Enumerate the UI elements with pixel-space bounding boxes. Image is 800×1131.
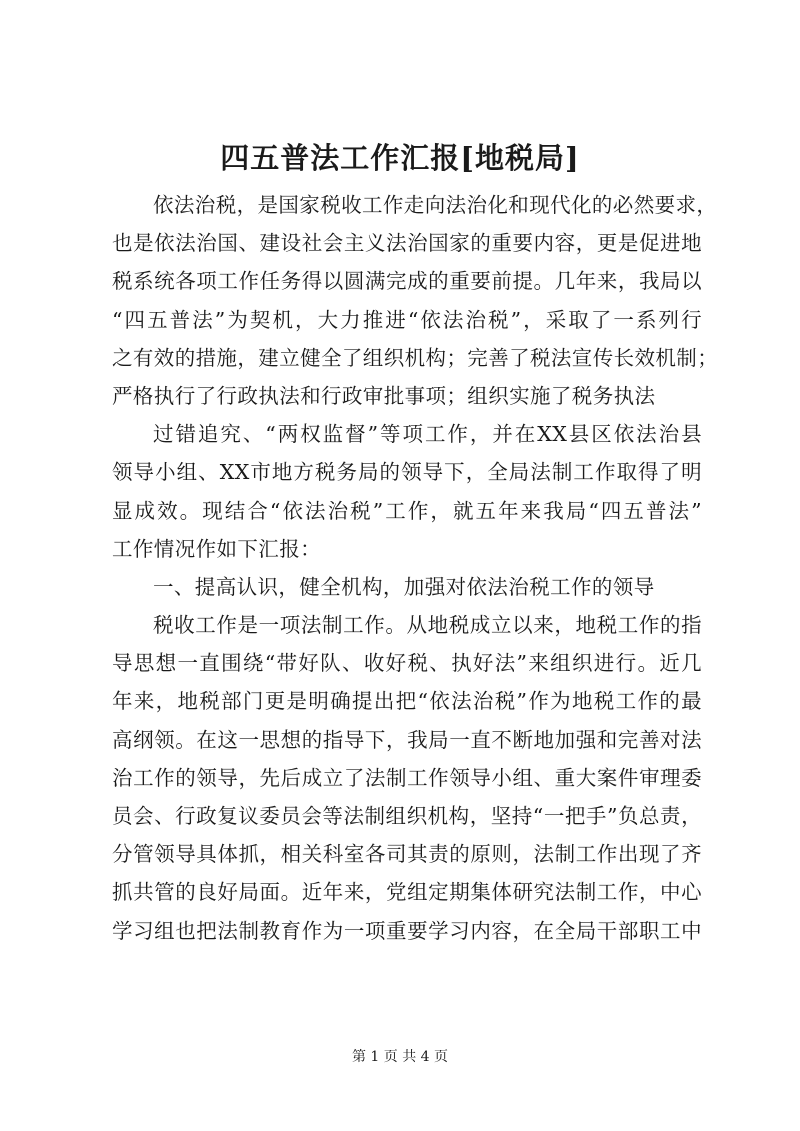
body-line: “四五普法”为契机，大力推进“依法治税”，采取了一系列行 — [112, 307, 702, 332]
body-line: 税收工作是一项法制工作。从地税成立以来，地税工作的指 — [153, 613, 702, 638]
body-line: 依法治税，是国家税收工作走向法治化和现代化的必然要求， — [153, 193, 718, 217]
body-line: 过错追究、“两权监督”等项工作，并在XX县区依法治县 — [153, 422, 702, 447]
body-line: 工作情况作如下汇报： — [112, 536, 321, 561]
body-line: 高纲领。在这一思想的指导下，我局一直不断地加强和完善对法 — [112, 727, 702, 752]
body-line: 抓共管的良好局面。近年来，党组定期集体研究法制工作，中心 — [112, 880, 702, 905]
body-line: 领导小组、XX市地方税务局的领导下，全局法制工作取得了明 — [112, 460, 702, 485]
body-line: 显成效。现结合“依法治税”工作，就五年来我局“四五普法” — [112, 498, 702, 523]
body-line: 员会、行政复议委员会等法制组织机构，坚持“一把手”负总责， — [112, 804, 702, 828]
body-line: 学习组也把法制教育作为一项重要学习内容，在全局干部职工中 — [112, 918, 702, 943]
body-line: 之有效的措施，建立健全了组织机构；完善了税法宣传长效机制； — [112, 345, 719, 370]
body-line: 年来，地税部门更是明确提出把“依法治税”作为地税工作的最 — [112, 689, 702, 714]
body-line: 治工作的领导，先后成立了法制工作领导小组、重大案件审理委 — [112, 765, 702, 790]
body-line: 严格执行了行政执法和行政审批事项；组织实施了税务执法 — [112, 383, 656, 408]
body-line: 分管领导具体抓，相关科室各司其责的原则，法制工作出现了齐 — [112, 842, 702, 867]
body-line: 一、提高认识，健全机构，加强对依法治税工作的领导 — [153, 574, 655, 599]
page-footer: 第 1 页 共 4 页 — [351, 1049, 449, 1065]
body-line: 税系统各项工作任务得以圆满完成的重要前提。几年来，我局以 — [112, 269, 702, 294]
document-body — [112, 186, 719, 950]
document-title: 四五普法工作汇报[地税局] — [220, 141, 580, 175]
body-line: 导思想一直围绕“带好队、收好税、执好法”来组织进行。近几 — [112, 651, 702, 676]
body-line: 也是依法治国、建设社会主义法治国家的重要内容，更是促进地 — [112, 231, 702, 256]
